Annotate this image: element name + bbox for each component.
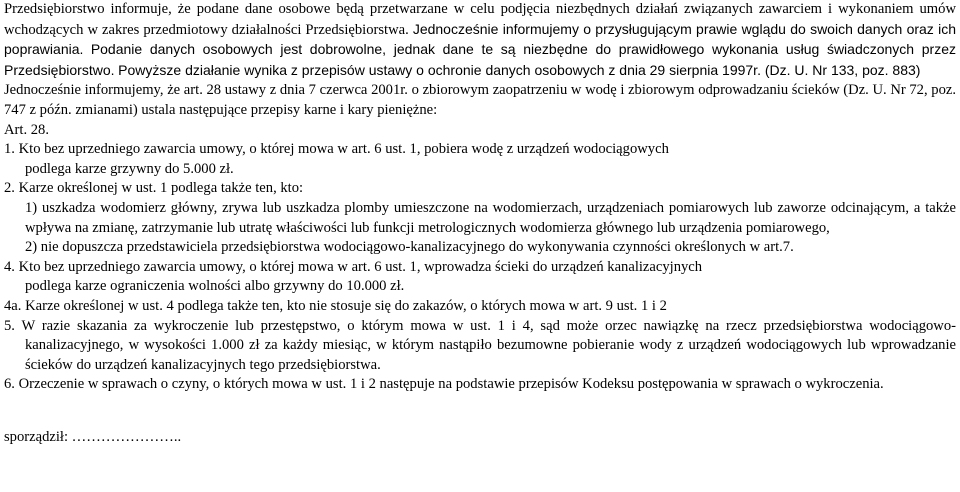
intro-text-1b: Jednocześnie informujemy o przysługującym prawie wglądu do swoich danych oraz ich poprawiania. — [4, 20, 956, 58]
paragraph-4: 4. Kto bez uprzedniego zawarcia umowy, o której mowa w art. 6 ust. 1, wprowadza ścieki do urządzeń kanalizacyjnych — [4, 258, 703, 275]
signature-line: sporządził: ………………….. — [4, 428, 182, 445]
paragraph-6: 6. Orzeczenie w sprawach o czyny, o których mowa w ust. 1 i 2 następuje na podstawie przepisów Kodeksu postępowania w sprawach o wykroczenia. — [4, 376, 884, 393]
paragraph-1-penalty: podlega karze grzywny do 5.000 zł. — [25, 160, 234, 177]
intro-text-2: Podanie danych osobowych jest dobrowolne, jednak dane te są niezbędne do prawidłowego wykonania usług świadczonych przez Przedsiębiorstwo. — [4, 41, 956, 78]
paragraph-4a: 4a. Karze określonej w ust. 4 podlega także ten, kto nie stosuje się do zakazów, o których mowa w art. 9 ust. 1 i 2 — [4, 297, 667, 314]
paragraph-5: 5. W razie skazania za wykroczenie lub przestępstwo, o którym mowa w ust. 1 i 4, sąd może orzec nawiązkę na rzecz przedsiębiorstwa wodociągowo-kanalizacyjnego, w wysokości 1.000 zł za każdy miesiąc, w którym nastąpiło bezumowne pobieranie wody z urządzeń wodociągowych lub wprowadzanie ścieków do urządzeń kanalizacyjnych tego przedsiębiorstwa. — [4, 317, 956, 373]
notice-paragraph: Jednocześnie informujemy, że art. 28 ustawy z dnia 7 czerwca 2001r. o zbiorowym zaopatrzeniu w wodę i zbiorowym odprowadzaniu ścieków (Dz. U. Nr 72, poz. 747 z późn. zmianami) ustala następujące przepisy karne i kary pieniężne: — [4, 82, 956, 118]
paragraph-1: 1. Kto bez uprzedniego zawarcia umowy, o której mowa w art. 6 ust. 1, pobiera wodę z urządzeń wodociągowych — [4, 141, 669, 158]
article-title: Art. 28. — [4, 121, 49, 138]
paragraph-2: 2. Karze określonej w ust. 1 podlega także ten, kto: — [4, 180, 304, 197]
intro-paragraph — [4, 0, 956, 81]
intro-text-1: Przedsiębiorstwo informuje, że podane dane osobowe będą przetwarzane w celu podjęcia niezbędnych działań związanych zawarciem i wykonaniem umów wchodzących w zakres przedmiotowy działalności Przedsiębiorstwa. — [4, 1, 956, 38]
paragraph-4-penalty: podlega karze ograniczenia wolności albo grzywny do 10.000 zł. — [25, 278, 405, 295]
intro-text-3: Powyższe działanie wynika z przepisów ustawy o ochronie danych osobowych z dnia 29 sierpnia 1997r. (Dz. U. Nr 133, poz. 883) — [118, 61, 921, 78]
paragraph-2-point-1: 1) uszkadza wodomierz główny, zrywa lub uszkadza plomby umieszczone na wodomierzach, urządzeniach pomiarowych lub zaworze odcinającym, a także wpływa na zmianę, zatrzymanie lub utratę właściwości lub funkcji metrologicznych wodomierza głównego lub urządzenia pomiarowego, — [25, 199, 956, 236]
paragraph-2-point-2: 2) nie dopuszcza przedstawiciela przedsiębiorstwa wodociągowo-kanalizacyjnego do wykonywania czynności określonych w art.7. — [25, 239, 794, 256]
